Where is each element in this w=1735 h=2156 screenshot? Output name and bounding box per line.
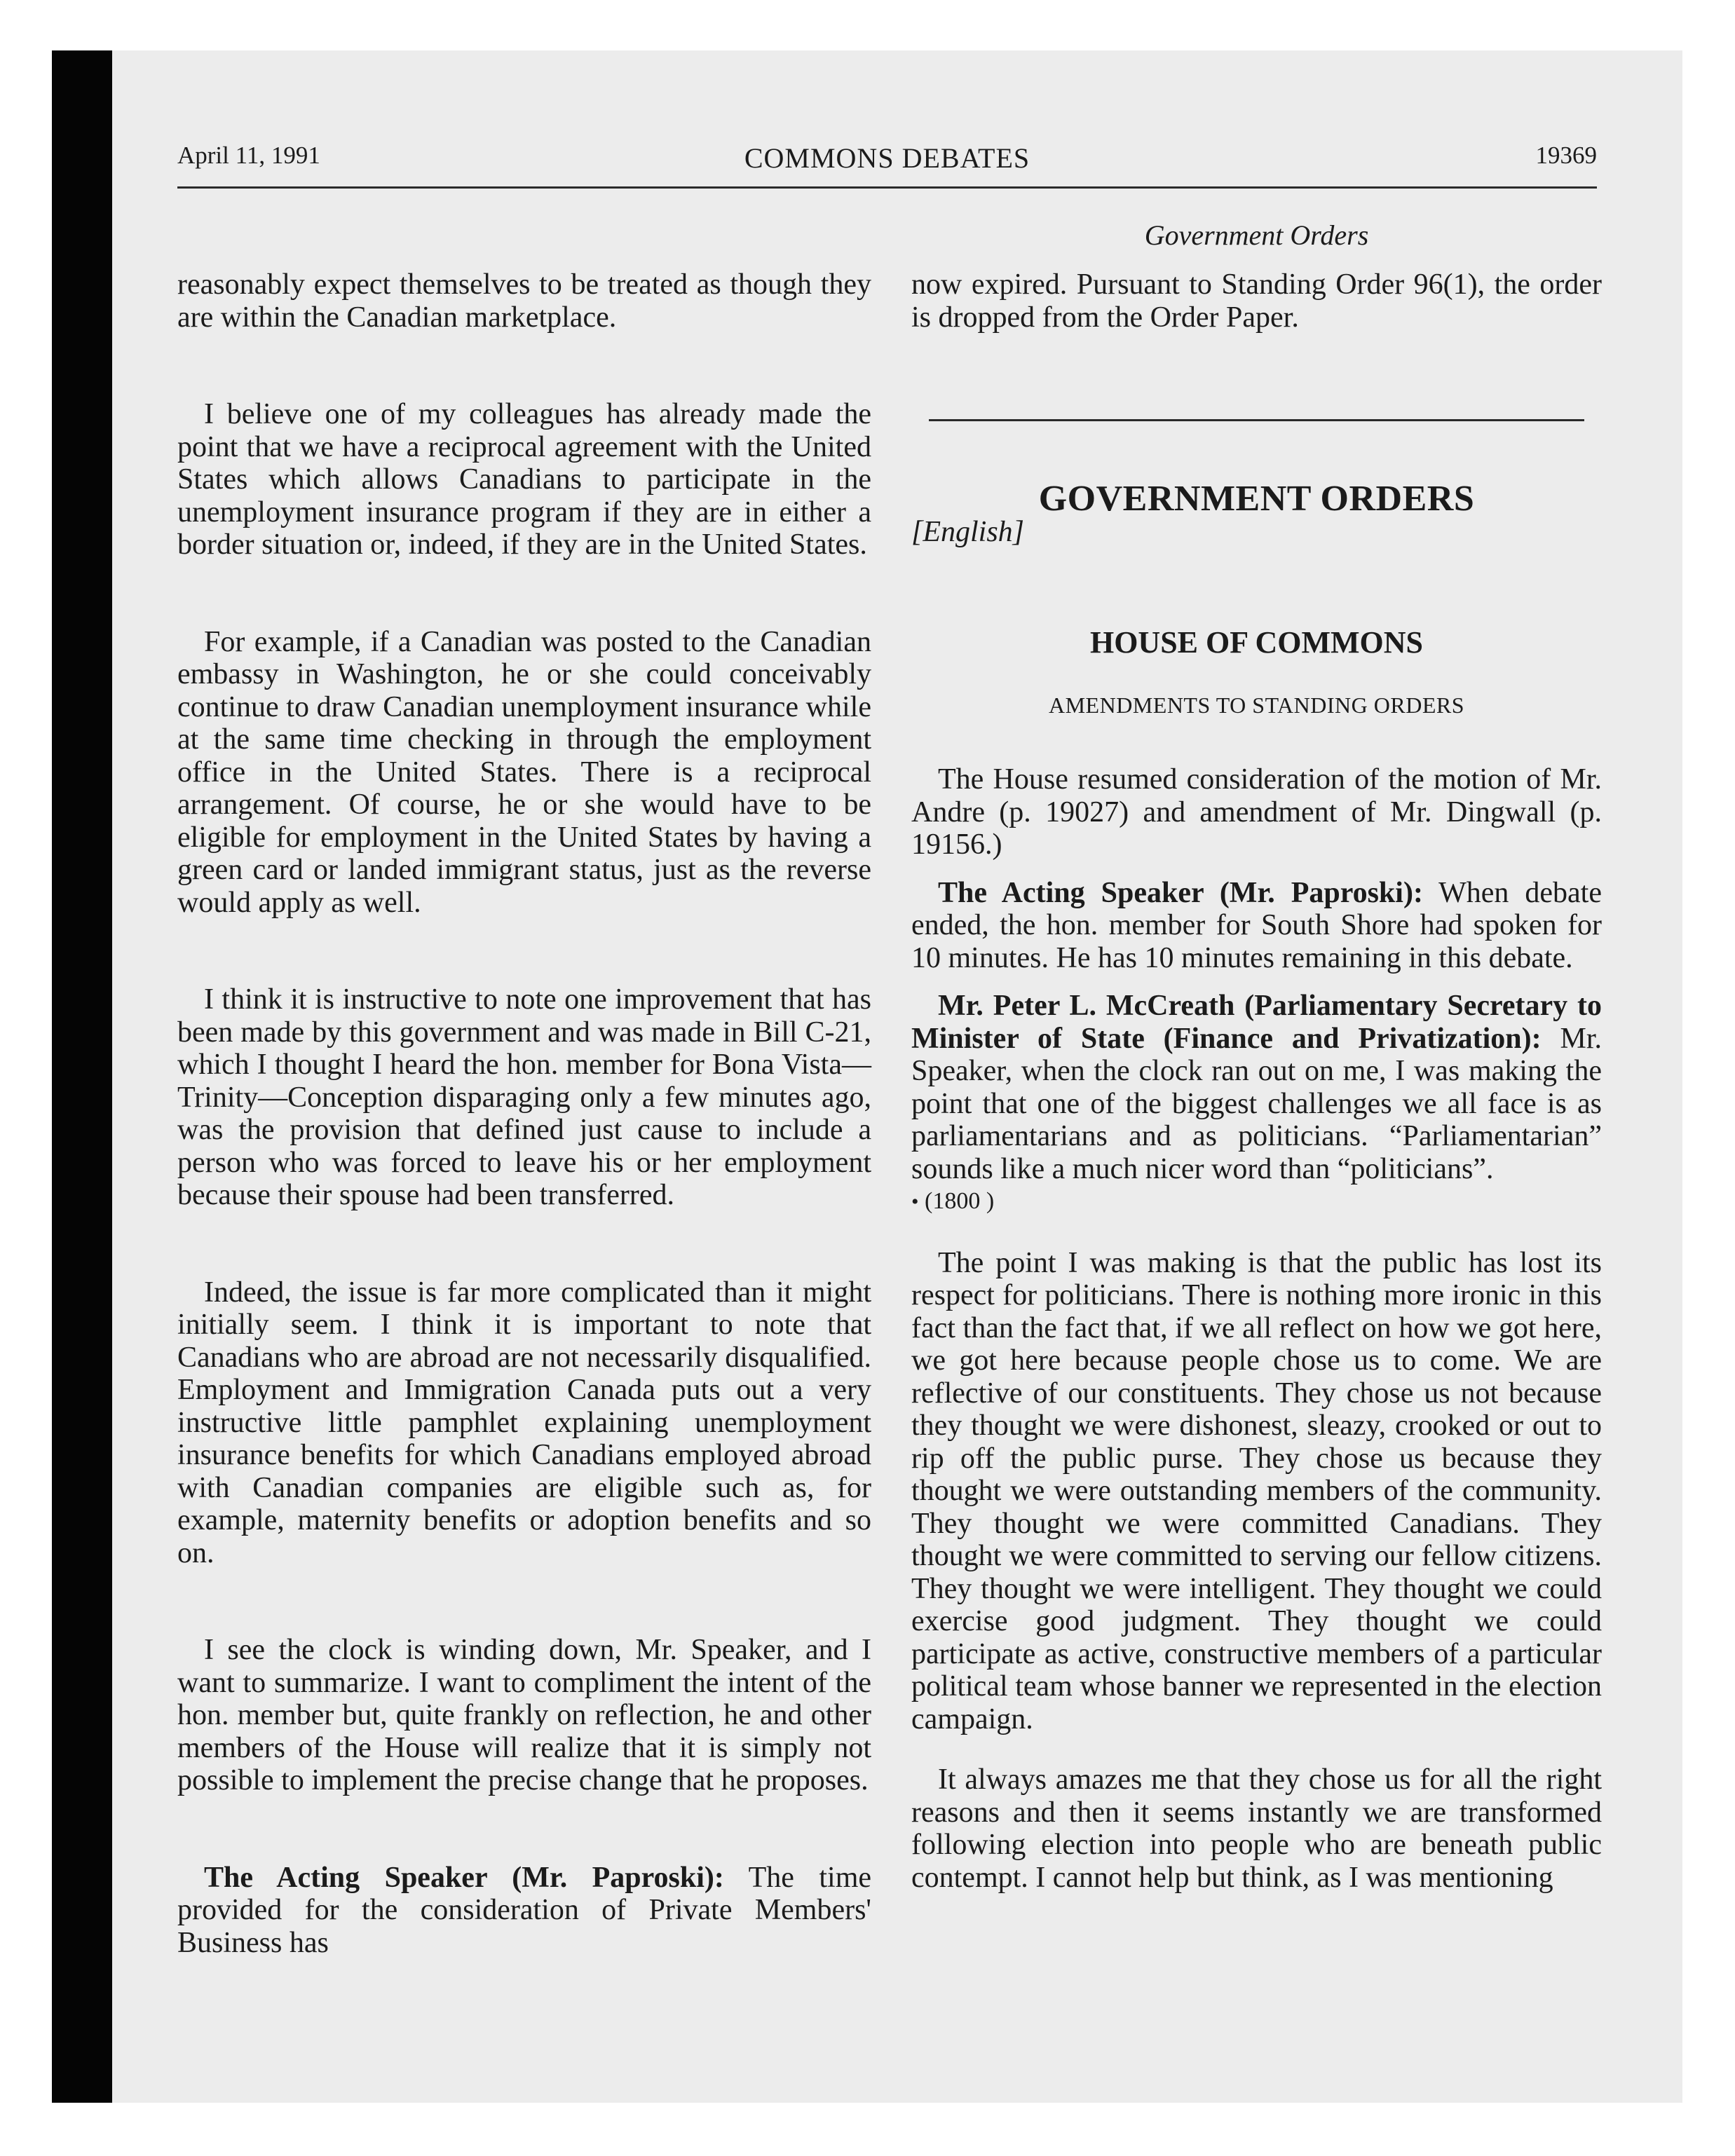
section-divider: [929, 419, 1584, 421]
speaker-paragraph: [911, 990, 1602, 1185]
section-label: Government Orders: [1144, 219, 1369, 251]
language-marker: [English]: [911, 515, 1025, 548]
speaker-paragraph: [177, 1862, 871, 1960]
speaker-name: The Acting Speaker (Mr. Paproski):: [938, 876, 1423, 909]
binding-edge: [52, 50, 112, 2103]
speaker-name: Mr. Peter L. McCreath (Parliamentary Secretary to Minister of State (Finance and Privatization):: [911, 990, 1602, 1055]
speaker-text: When debate ended, the hon. member for South Shore had spoken for 10 minutes. He has 10 minutes remaining in this debate.: [911, 876, 1602, 974]
right-column: [911, 268, 1602, 1894]
paragraph: reasonably expect themselves to be treated as though they are within the Canadian marketplace.: [177, 268, 871, 334]
left-column: [177, 268, 871, 1959]
bullet-icon: •: [911, 1190, 919, 1213]
timestamp-text: (1800 ): [918, 1188, 995, 1214]
paragraph: I believe one of my colleagues has already made the point that we have a reciprocal agreement with the United States which allows Canadians to participate in the unemployment insurance program if they are in either a border situation or, indeed, if they are in the United States.: [177, 398, 871, 561]
header-title: COMMONS DEBATES: [744, 142, 1030, 174]
paragraph: It always amazes me that they chose us for all the right reasons and then it seems instantly we are transformed following election into people who are beneath public contempt. I cannot help but think, as I was mentioning: [911, 1763, 1602, 1894]
speaker-name: The Acting Speaker (Mr. Paproski):: [204, 1861, 724, 1894]
paragraph: Indeed, the issue is far more complicated than it might initially seem. I think it is important to note that Canadians who are abroad are not necessarily disqualified. Employment and Immigration Canada puts out a very instructive little pamphlet explaining unemployment insurance benefits for which Canadians employed abroad with Canadian companies are eligible such as, for example, maternity benefits or adoption benefits and so on.: [177, 1276, 871, 1569]
paragraph: For example, if a Canadian was posted to the Canadian embassy in Washington, he or she could conceivably continue to draw Canadian unemployment insurance while at the same time checking in through the employment office in the United States. There is a reciprocal arrangement. Of course, he or she would have to be eligible for employment in the United States by having a green card or landed immigrant status, just as the reverse would apply as well.: [177, 625, 871, 919]
speaker-paragraph: [911, 877, 1602, 975]
subsection-heading: HOUSE OF COMMONS: [1089, 625, 1424, 660]
header-page-number: 19369: [1535, 142, 1597, 169]
timestamp: [911, 1185, 1602, 1219]
paragraph: now expired. Pursuant to Standing Order 96(1), the order is dropped from the Order Paper.: [911, 268, 1602, 334]
speaker-text: Mr. Speaker, when the clock ran out on me, I was making the point that one of the biggest challenges we all face is as parliamentarians and as politicians. “Parliamentarian” sounds like a much nicer word than “politicians”.: [911, 1022, 1602, 1185]
speaker-text: The time provided for the consideration of Private Members' Business has: [177, 1861, 871, 1959]
paragraph: The point I was making is that the public has lost its respect for politicians. There is nothing more ironic in this fact than the fact that, if we all reflect on how we got here, we got here because people chose us to come. We are reflective of our constituents. They chose us not because they thought we were dishonest, sleazy, crooked or out to rip off the public purse. They chose us because they thought we were outstanding members of the community. They thought we were committed Canadians. They thought we were committed to serving our fellow citizens. They thought we were intelligent. They thought we could exercise good judgment. They thought we could participate as active, constructive members of a particular political team whose banner we represented in the election campaign.: [911, 1246, 1602, 1735]
section-heading: GOVERNMENT ORDERS: [1038, 479, 1475, 519]
running-head: [177, 137, 1597, 189]
paragraph: The House resumed consideration of the motion of Mr. Andre (p. 19027) and amendment of Mr. Dingwall (p. 19156.): [911, 763, 1602, 861]
paragraph: I think it is instructive to note one improvement that has been made by this government and was made in Bill C-21, which I thought I heard the hon. member for Bona Vista—Trinity—Conception disparaging only a few minutes ago, was the provision that defined just cause to include a person who was forced to leave his or her employment because their spouse had been transferred.: [177, 983, 871, 1211]
header-date: April 11, 1991: [177, 142, 320, 169]
topic-heading: AMENDMENTS TO STANDING ORDERS: [1048, 692, 1464, 718]
paragraph: I see the clock is winding down, Mr. Speaker, and I want to summarize. I want to compliment the intent of the hon. member but, quite frankly on reflection, he and other members of the House will realize that it is simply not possible to implement the precise change that he proposes.: [177, 1634, 871, 1796]
